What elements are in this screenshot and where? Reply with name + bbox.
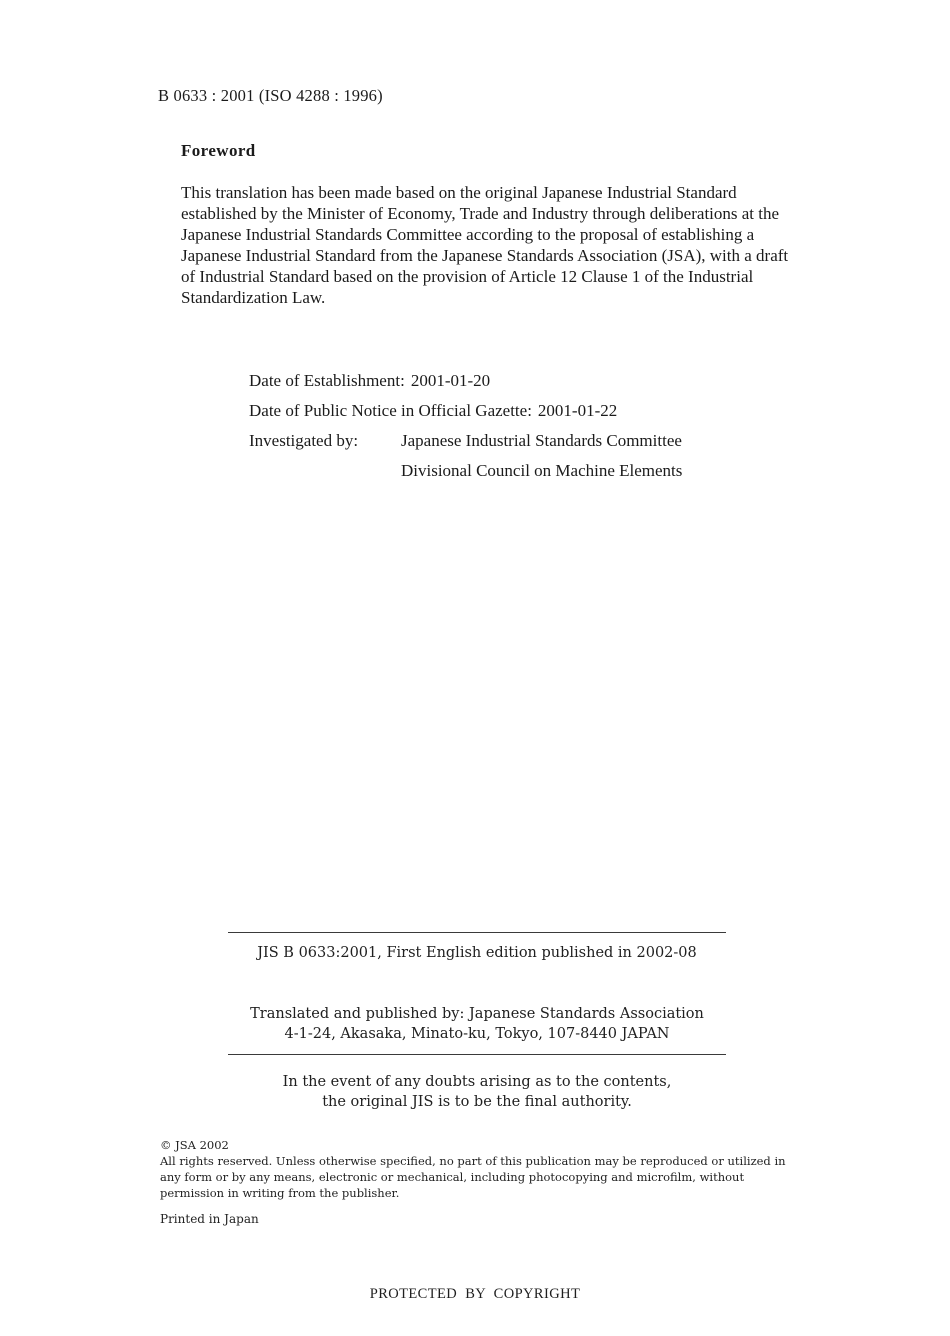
- authority-block: [228, 1072, 726, 1112]
- rights-statement: All rights reserved. Unless otherwise specified, no part of this publication may be reproduced or utilized in any form or by any means, electronic or mechanical, including photocopying and microfilm, without permission in writing from the publisher.: [160, 1154, 786, 1200]
- investigated-council: Divisional Council on Machine Elements: [401, 461, 683, 480]
- public-notice-row: [249, 396, 682, 426]
- address-line: 4-1-24, Akasaka, Minato-ku, Tokyo, 107-8440 JAPAN: [284, 1026, 670, 1042]
- protected-footer: PROTECTED BY COPYRIGHT: [369, 1286, 581, 1302]
- copyright-notice: © JSA 2002: [160, 1138, 229, 1152]
- investigated-row: [249, 426, 682, 486]
- dates-block: [249, 366, 682, 486]
- establishment-value: 2001-01-20: [410, 371, 491, 390]
- authority-line-1: In the event of any doubts arising as to the contents,: [282, 1074, 672, 1090]
- foreword-title: Foreword: [181, 141, 256, 160]
- investigated-label: Investigated by:: [249, 431, 359, 450]
- printed-in: Printed in Japan: [160, 1212, 259, 1226]
- translated-block: [228, 1004, 726, 1044]
- authority-line-2: the original JIS is to be the final authority.: [322, 1094, 632, 1110]
- public-notice-label: Date of Public Notice in Official Gazette:: [249, 401, 532, 420]
- establishment-row: [249, 366, 682, 396]
- divider-top: [228, 932, 726, 933]
- establishment-label: Date of Establishment:: [249, 371, 405, 390]
- foreword-body: This translation has been made based on the original Japanese Industrial Standard established by the Minister of Economy, Trade and Industry through deliberations at the Japanese Industrial Standards Committee according to the proposal of establishing a Japanese Industrial Standard from the Japanese Standards Association (JSA), with a draft of Industrial Standard based on the provision of Article 12 Clause 1 of the Industrial Standardization Law.: [181, 183, 789, 307]
- translated-by-line: Translated and published by: Japanese Standards Association: [250, 1006, 704, 1022]
- divider-bottom: [228, 1054, 726, 1055]
- copyright-block: [160, 1137, 790, 1201]
- standard-reference: B 0633 : 2001 (ISO 4288 : 1996): [158, 86, 383, 105]
- investigated-committee: Japanese Industrial Standards Committee: [401, 431, 682, 450]
- edition-line: JIS B 0633:2001, First English edition published in 2002-08: [257, 945, 697, 961]
- investigated-values: [401, 426, 682, 486]
- public-notice-value: 2001-01-22: [537, 401, 618, 420]
